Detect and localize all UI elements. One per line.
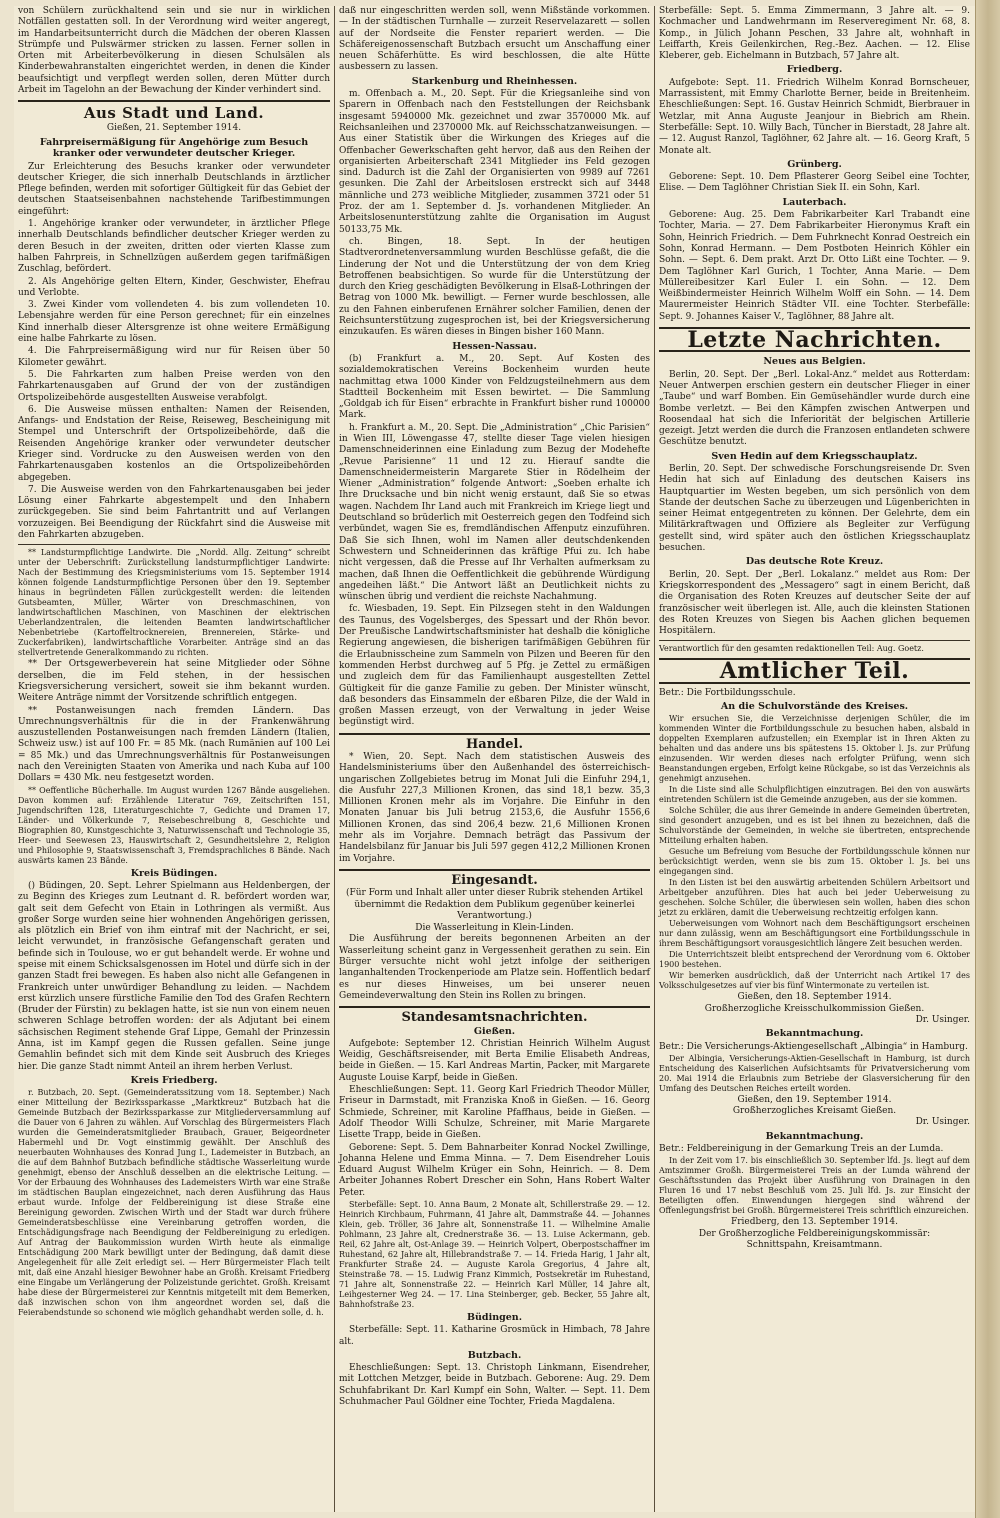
- divider: [659, 640, 970, 641]
- subheading: Hessen-Nassau.: [452, 340, 537, 352]
- paragraph: ch. Bingen, 18. Sept. In der heutigen Stadtverordnetenversammlung wurden Beschlüsse gefaßt, die die Linderung der Not und die Unterstützung der von dem Krieg Betroffenen beabsichtigen. So wurde für die Unterstützung der durch den Krieg geschädigten Bevölkerung in Elsaß-Lothringen der Betrag von 1000 Mk. bewilligt. — Ferner wurde beschlossen, alle zu den Fahnen einberufenen Ernährer solcher Familien, denen der Reichsunterstützung zugesprochen ist, bei der Kriegsversicherung einzukaufen. Es wären dieses in Bingen bisher 160 Mann.: [339, 236, 650, 338]
- disclaimer: (Für Form und Inhalt aller unter dieser Rubrik stehenden Artikel übernimmt die Redaktion dem Publikum gegenüber keinerlei Verantwortung.): [345, 888, 644, 921]
- signature: Dr. Usinger.: [915, 1014, 970, 1025]
- subheading: Die Wasserleitung in Klein-Linden.: [415, 923, 574, 934]
- paragraph: 4. Die Fahrpreisermäßigung wird nur für Reisen über 50 Kilometer gewährt.: [18, 346, 330, 368]
- paragraph: 1. Angehörige kranker oder verwundeter, in ärztlicher Pflege innerhalb Deutschlands befindlicher deutscher Krieger werden zu deren Besuch in der zweiten, dritten oder vierten Klasse zum halben Fahrpreis, in Schnellzügen außerdem gegen tarifmäßigen Zuschlag, befördert.: [18, 219, 330, 275]
- subheading: Das deutsche Rote Kreuz.: [745, 556, 884, 568]
- subheading: Sven Hedin auf dem Kriegsschauplatz.: [711, 450, 918, 462]
- subheading: Kreis Büdingen.: [130, 867, 218, 879]
- paragraph: () Büdingen, 20. Sept. Lehrer Spielmann aus Heldenbergen, der zu Beginn des Krieges zum Leutnant d. R. befördert worden war, galt seit dem Gefecht von Etain in Lothringen als vermißt. Aus großer Sorge wurden seine hier wohnenden Angehörigen gerissen, als plötzlich ein Brief von ihm eintraf mit der Nachricht, er sei, leicht verwundet, in französische Gefangenschaft geraten und befinde sich in Toulouse, wo er gut behandelt werde. Er wohne und speise mit einem Schicksalsgenossen im Hotel und dürfe sich in der ganzen Stadt frei bewegen. Es haben also nicht alle Gefangenen in Frankreich unter unwürdiger Behandlung zu leiden. — Nachdem erst kürzlich unsere fürstliche Familie den Tod des Grafen Rechtern (Bruder der Fürstin) zu beklagen hatte, ist sie nun von einem neuen schweren Schlage betroffen worden: der als Adjutant bei einem sächsischen Regiment stehende Graf Lippe, Gemahl der Prinzessin Anna, ist im Kampf gegen die Russen gefallen. Seine junge Gemahlin befindet sich mit dem Kinde seit Ausbruch des Krieges hier. Die ganze Stadt nimmt Anteil an ihrem herben Verlust.: [18, 880, 330, 1072]
- news-note: ** Der Ortsgewerbeverein hat seine Mitglieder oder Söhne derselben, die im Feld stehen, in der hessischen Kriegsversicherung versichert, soweit sie ihm bekannt wurden. Weitere Anträge nimmt der Vorsitzende schriftlich entgegen.: [18, 659, 330, 704]
- paragraph: fc. Wiesbaden, 19. Sept. Ein Pilzsegen steht in den Waldungen des Taunus, des Vogelsberges, des Spessart und der Rhön bevor. Der Preußische Landwirtschaftsminister hat deshalb die königliche Regierung angewiesen, die bisherigen tarifmäßigen Gebühren für die Erlaubnisscheine zum Sammeln von Pilzen und Beeren für den kommenden Herbst durchweg auf 5 Pfg. je Zettel zu ermäßigen und zugleich dem für das Familienhaupt ausgestellten Zettel Gültigkeit für die ganze Familie zu geben. Der Minister wünscht, daß besonders das Einsammeln der eßbaren Pilze, die der Wald in großen Massen erzeugt, von der Verwaltung in jeder Weise begünstigt wird.: [339, 604, 650, 728]
- signature: Der Großherzogliche Feldbereinigungskommissär:: [698, 1228, 931, 1239]
- editor-credit: Verantwortlich für den gesamten redaktionellen Teil: Aug. Goetz.: [659, 644, 924, 654]
- subject-line: Betr.: Feldbereinigung in der Gemarkung Treis an der Lumda.: [659, 1144, 944, 1154]
- paragraph: m. Offenbach a. M., 20. Sept. Für die Kriegsanleihe sind von Sparern in Offenbach nach den Feststellungen der Reichsbank insgesamt 5940000 Mk. gezeichnet und zwar 3570000 Mk. auf Reichsanleihen und 2370000 Mk. auf Reichsschatzanweisungen. — Aus einer Statistik über die Wirkungen des Krieges auf die Offenbacher Gewerkschaften geht hervor, daß aus den Reihen der organisierten Arbeiterschaft 2341 Mitglieder ins Feld gezogen sind. Dadurch ist die Zahl der Organisierten von 9989 auf 7261 gesunken. Die Zahl der Arbeitslosen erstreckt sich auf 3448 männliche und 273 weibliche Mitglieder, zusammen 3721 oder 51 Proz. der am 1. September d. Js. vorhandenen Mitglieder. An Arbeitslosenunterstützung zahlte die Organisation im August 50133,75 Mk.: [339, 89, 650, 235]
- headline-box: [659, 658, 970, 683]
- paragraph: Solche Schüler, die aus ihrer Gemeinde in andere Gemeinden übertreten, sind gesondert anzugeben, und es ist bei ihnen zu bezeichnen, daß die Schulvorstände der Gemeinden, in welche sie übertreten, entsprechende Mitteilung erhalten haben.: [659, 806, 970, 846]
- news-note: ** Landsturmpflichtige Landwirte. Die „Nordd. Allg. Zeitung“ schreibt unter der Ueberschrift: Zurückstellung landsturmpflichtiger Landwirte: Nach der Bestimmung des Kriegsministeriums vom 15. September 1914 können folgende Landsturmpflichtige Personen über den 19. September hinaus in begründeten Fällen zurückgestellt werden: die leitenden Gutsbeamten, Müller, Wärter von Dreschmaschinen, von landwirtschaftlichen Maschinen, von Maschinen der elektrischen Ueberlandzentralen, die leitenden Beamten landwirtschaftlicher Nebenbetriebe (Kartoffeltrocknereien, Brennereien, Stärke- und Zuckerfabriken), landwirtschaftliche Vorarbeiter. Anträge sind an das stellvertretende Generalkommando zu richten.: [18, 548, 330, 658]
- news-note: ** Postanweisungen nach fremden Ländern. Das Umrechnungsverhältnis für die in der Frankenwährung auszustellenden Postanweisungen nach fremden Ländern (Italien, Schweiz usw.) ist auf 100 Fr. = 85 Mk. (nach Rumänien auf 100 Lei = 85 Mk.) und das Umrechnungsverhältnis für Postanweisungen nach den Vereinigten Staaten von Amerika und nach Kuba auf 100 Dollars = 430 Mk. neu festgesetzt worden.: [18, 705, 330, 784]
- section-title: Aus Stadt und Land.: [83, 104, 265, 123]
- paragraph: Eheschließungen: Sept. 13. Christoph Linkmann, Eisendreher, mit Lottchen Metzger, beide in Butzbach. Geborene: Aug. 29. Dem Schuhfabrikant Dr. Karl Kumpf ein Sohn, Walter. — Sept. 11. Dem Schuhmacher Paul Göldner eine Tochter, Frieda Magdalena.: [339, 1363, 650, 1408]
- divider: [339, 733, 650, 735]
- paragraph: 3. Zwei Kinder vom vollendeten 4. bis zum vollendeten 10. Lebensjahre werden für eine Person gerechnet; für ein einzelnes Kind innerhalb dieser Altersgrenze ist ohne weitere Ermäßigung eine halbe Fahrkarte zu lösen.: [18, 300, 330, 345]
- date-line: Friedberg, den 13. September 1914.: [730, 1217, 899, 1228]
- subheading: Bekanntmachung.: [765, 1130, 864, 1142]
- paragraph: In den Listen ist bei den auswärtig arbeitenden Schülern Arbeitsort und Arbeitgeber anzuführen. Dies hat auch bei jeder Ueberweisung zu geschehen. Solche Schüler, die überwiesen sein wollen, haben dies schon jetzt zu erklären, damit die Ueberweisung rechtzeitig erfolgen kann.: [659, 878, 970, 918]
- paragraph: In der Zeit vom 17. bis einschließlich 30. September lfd. Js. liegt auf dem Amtszimmer Großh. Bürgermeisterei Treis an der Lumda während der Geschäftsstunden das Projekt über Ausführung von Drainagen in den Fluren 16 und 17 nebst Beschluß vom 25. Juli lfd. Js. zur Einsicht der Beteiligten offen. Einwendungen hiergegen sind während der Offenlegungsfrist bei Großh. Bürgermeisterei Treis schriftlich einzureichen.: [659, 1156, 970, 1216]
- divider: [339, 1006, 650, 1008]
- paragraph: Geborene: Sept. 10. Dem Pflasterer Georg Seibel eine Tochter, Elise. — Dem Taglöhner Christian Siek II. ein Sohn, Karl.: [659, 172, 970, 194]
- paragraph: Wir bemerken ausdrücklich, daß der Unterricht nach Artikel 17 des Volksschulgesetzes auf vier bis fünf Wintermonate zu verteilen ist.: [659, 971, 970, 991]
- paragraph: Berlin, 20. Sept. Der „Berl. Lokalanz.“ meldet aus Rom: Der Kriegskorrespondent des „Messagero“ sagt in einem Bericht, daß die Organisation des Roten Kreuzes auf deutscher Seite der auf französischer weit überlegen ist. Alle, auch die kleinsten Stationen des Roten Kreuzes von Siegen bis Aachen glichen bequemen Hospitälern.: [659, 569, 970, 637]
- section-title: Letzte Nachrichten.: [687, 327, 942, 354]
- column-2: [334, 6, 654, 1512]
- section-title: Standesamtsnachrichten.: [401, 1010, 588, 1026]
- subject-line: Betr.: Die Fortbildungsschule.: [659, 687, 796, 698]
- paragraph: 2. Als Angehörige gelten Eltern, Kinder, Geschwister, Ehefrau und Verlobte.: [18, 276, 330, 298]
- column-1: [14, 6, 334, 1512]
- subheading: Neues aus Belgien.: [763, 356, 866, 368]
- signature: Schnittspahn, Kreisamtmann.: [746, 1239, 883, 1250]
- subheading: Gießen.: [473, 1025, 516, 1037]
- paragraph: r. Butzbach, 20. Sept. (Gemeinderatssitzung vom 18. September.) Nach einer Mitteilung der Bezirkssparkasse „Marktkreuz“ Butzbach hat die Gemeinde Butzbach der Bezirkssparkasse zur Mitgliederversammlung auf die Dauer von 6 Jahren zu wählen. Auf Vorschlag des Bürgermeisters Flach wurden die Gemeinderatsmitglieder Braubach, Grauer, Beigeordneter Habermehl und Dr. Vogt einstimmig gewählt. Der Anschluß des neuerbauten Wohnhauses des Konrad Jung I., Lademeister in Butzbach, an die auf dem Bahnhof Butzbach befindliche städtische Wasserleitung wurde genehmigt, ebenso der Anschluß desselben an die elektrische Leitung. — Vor der Erbauung des Wohnhauses des Lademeisters Wirth war eine Straße im städtischen Bauplan eingezeichnet, nach deren Ausführung das Haus erbaut wurde. Infolge der Feldbereinigung ist diese Straße eine Bereinigung geworden. Zwischen Wirth und der Stadt war durch frühere Gemeinderatsbeschlüsse eine Vereinbarung getroffen worden, die Entschädigungsfrage nach Beendigung der Feldbereinigung zu erledigen. Auf Antrag der Baukommission wurden Wirth heute als einmalige Entschädigung 200 Mark bewilligt unter der Bedingung, daß damit diese Angelegenheit für alle Zeit erledigt sei. — Herr Bürgermeister Flach teilt mit, daß eine Anzahl hiesiger Bewohner habe an Großh. Kreisamt Friedberg eine Eingabe um Verlängerung der Polizeistunde gerichtet. Großh. Kreisamt habe diese der Bürgermeisterei zur Kenntnis mitgeteilt mit dem Bemerken, daß inzwischen schon von ihm angeordnet worden sei, daß die Feierabendstunde so schonend wie möglich gehandhabt werden solle, d. h.: [18, 1088, 330, 1318]
- dateline: Gießen, 21. September 1914.: [106, 122, 242, 133]
- paragraph: Sterbefälle: Sept. 10. Anna Baum, 2 Monate alt, Schillerstraße 29. — 12. Heinrich Kirchbaum, Fuhrmann, 41 Jahre alt, Dammstraße 44. — Johannes Klein, geb. Tröller, 36 Jahre alt, Sonnenstraße 11. — Wilhelmine Amalie Pohlmann, 23 Jahre alt, Crednerstraße 36. — 13. Luise Ackermann, geb. Reil, 62 Jahre alt, Ost-Anlage 39. — Heinrich Volpert, Oberpostschaffner im Ruhestand, 62 Jahre alt, Hillebrandstraße 7. — 14. Frieda Harig, 1 Jahr alt, Frankfurter Straße 24. — Auguste Karola Gregorius, 4 Jahre alt, Steinstraße 78. — 15. Ludwig Franz Kimmich, Postsekretär im Ruhestand, 71 Jahre alt, Sonnenstraße 22. — Heinrich Karl Müller, 14 Jahre alt, Leihgesterner Weg 24. — 17. Lina Steinberger, geb. Becker, 55 Jahre alt, Bahnhofstraße 23.: [339, 1199, 650, 1309]
- intro-text: Sterbefälle: Sept. 5. Emma Zimmermann, 3 Jahre alt. — 9. Kochmacher und Landwehrmann im Reserveregiment Nr. 68, 8. Komp., in Jülich Johann Peschen, 33 Jahre alt, wohnhaft in Leiffarth, Kreis Geilenkirchen, Reg.-Bez. Aachen. — 12. Elise Kleberer, geb. Eichelmann in Butzbach, 57 Jahre alt.: [659, 6, 970, 62]
- paragraph: Sterbefälle: Sept. 11. Katharine Grosmück in Himbach, 78 Jahre alt.: [339, 1325, 650, 1347]
- divider: [339, 869, 650, 871]
- subject-line: Betr.: Die Versicherungs-Aktiengesellschaft „Albingia“ in Hamburg.: [659, 1041, 968, 1052]
- section-title: Handel.: [466, 736, 523, 752]
- paragraph: In die Liste sind alle Schulpflichtigen einzutragen. Bei den von auswärts eintretenden Schülern ist die Gemeinde anzugeben, aus der sie kommen.: [659, 785, 970, 805]
- signature: Großherzogliche Kreisschulkommission Gießen.: [704, 1003, 925, 1014]
- paragraph: 5. Die Fahrkarten zum halben Preise werden von den Fahrkartenausgaben auf Grund der von der zuständigen Ortspolizeibehörde ausgestellten Ausweise verabfolgt.: [18, 369, 330, 403]
- signature: Großherzogliches Kreisamt Gießen.: [732, 1106, 897, 1117]
- signature: Dr. Usinger.: [915, 1117, 970, 1128]
- subheading: Butzbach.: [467, 1349, 522, 1361]
- news-note: ** Oeffentliche Bücherhalle. Im August wurden 1267 Bände ausgeliehen. Davon kommen auf: Erzählende Literatur 769, Zeitschriften 151, Jugendschriften 128, Literaturgeschichte 7, Gedichte und Dramen 17, Länder- und Völkerkunde 7, Reisebeschreibung 8, Geschichte und Biographien 80, Kunstgeschichte 3, Naturwissenschaft und Technologie 35, Heer- und Seewesen 23, Hauswirtschaft 2, Gesundheitslehre 2, Religion und Philosophie 9, Staatswissenschaft 3, Fremdsprachliches 8 Bände. Nach auswärts kamen 23 Bände.: [18, 785, 330, 865]
- divider: [18, 100, 330, 102]
- paragraph: * Wien, 20. Sept. Nach dem statistischen Ausweis des Handelsministeriums über den Außenhandel des österreichisch-ungarischen Zollgebietes betrug im Monat Juli die Einfuhr 294,1, die Ausfuhr 227,3 Millionen Kronen, das sind 18,1 bezw. 35,3 Millionen Kronen mehr als im Vorjahre. Die Einfuhr in den Monaten Januar bis Juli betrug 2153,6, die Ausfuhr 1556,6 Millionen Kronen, das sind 206,4 bezw. 21,6 Millionen Kronen mehr als im Vorjahre. Demnach beträgt das Passivum der Handelsbilanz für Januar bis Juli 597 gegen 412,2 Millionen Kronen im Vorjahre.: [339, 752, 650, 864]
- date-line: Gießen, den 19. September 1914.: [737, 1094, 892, 1105]
- paragraph: Aufgebote: September 12. Christian Heinrich Wilhelm August Weidig, Geschäftsreisender, mit Berta Emilie Elisabeth Andreas, beide in Gießen. — 15. Karl Andreas Martin, Packer, mit Margarete Auguste Louise Karpf, beide in Gießen.: [339, 1038, 650, 1083]
- paragraph: (b) Frankfurt a. M., 20. Sept. Auf Kosten des sozialdemokratischen Vereins Bockenheim wurden heute nachmittag etwa 1000 Kinder von Feldzugsteilnehmern aus dem Stadtteil Bockenheim mit Essen bewirtet. — Die Sammlung „Goldgab ich für Eisen“ erbrachte in Frankfurt bisher rund 100000 Mark.: [339, 353, 650, 421]
- newspaper-page: [14, 6, 976, 1512]
- subheading: Friedberg.: [786, 64, 843, 76]
- paragraph: Die Ausführung der bereits begonnenen Arbeiten an der Wasserleitung scheint ganz in Vergessenheit gerathen zu sein. Ein Bürger versuchte nicht wohl jetzt infolge der seitherigen langanhaltenden Trockenperiode am Platze sein. Hoffentlich bedarf es nur dieses Hinweises, um bei unserer neuen Gemeindeverwaltung den Stein ins Rollen zu bringen.: [339, 934, 650, 1001]
- article-title: Fahrpreisermäßigung für Angehörige zum Besuch kranker oder verwundeter deutscher Krieger.: [39, 136, 309, 160]
- intro-text: daß nur eingeschritten werden soll, wenn Mißstände vorkommen. — In der städtischen Turnhalle — zurzeit Reservelazarett — sollen auf der Nordseite die Fenster repariert werden. — Die Schäfereigenossenschaft Butzbach ersucht um Anschaffung einer neuen Schäferhütte. Es wird beschlossen, die alte Hütte ausbessern zu lassen.: [339, 6, 650, 73]
- subheading: Büdingen.: [467, 1311, 522, 1323]
- paragraph: Zur Erleichterung des Besuchs kranker oder verwundeter deutscher Krieger, die sich innerhalb Deutschlands in ärztlicher Pflege befinden, werden mit sofortiger Gültigkeit für das Gebiet der deutschen Staatseisenbahnen nachstehende Tarifbestimmungen eingeführt:: [18, 161, 330, 217]
- paragraph: Ueberweisungen vom Wohnort nach dem Beschäftigungsort erscheinen nur dann zulässig, wenn am Beschäftigungsort eine Fortbildungsschule in ihrem Beschäftigungsort vorausgesichtlich längere Zeit besuchen werden.: [659, 919, 970, 949]
- paragraph: Wir ersuchen Sie, die Verzeichnisse derjenigen Schüler, die im kommenden Winter die Fortbildungsschule zu besuchen haben, alsbald in doppelten Exemplaren aufzustellen; ein Exemplar ist in Ihren Akten zu behalten und das andere uns bis spätestens 15. Oktober l. Js. zur Prüfung einzusenden. Wir werden dieses nach erfolgter Prüfung, wenn sich Beanstandungen ergeben, Erfolgt keine Rückgabe, so ist das Verzeichnis als genehmigt anzusehen.: [659, 714, 971, 784]
- section-title: Amtlicher Teil.: [719, 658, 910, 685]
- subheading: Lauterbach.: [782, 196, 847, 208]
- paragraph: Berlin, 20. Sept. Der schwedische Forschungsreisende Dr. Sven Hedin hat sich auf Einladung des deutschen Kaisers ins Hauptquartier im Westen begeben, um sich persönlich von dem Stande der deutschen Sache zu überzeugen und Lügenberichten in seiner Heimat entgegentreten zu können. Der Gelehrte, dem ein Militärkraftwagen und Offiziere als Begleiter zur Verfügung gestellt sind, wird später auch den östlichen Kriegsschauplatz besuchen.: [659, 463, 970, 554]
- page-edge: [975, 0, 1000, 1518]
- subheading: Bekanntmachung.: [765, 1028, 864, 1040]
- paragraph: 6. Die Ausweise müssen enthalten: Namen der Reisenden, Anfangs- und Endstation der Reise, Reiseweg, Bescheinigung mit Stempel und Unterschrift der Ortspolizeibehörde, daß die Reisenden Angehörige kranker oder verwundeter deutscher Krieger sind. Vordrucke zu den Ausweisen werden von den Fahrkartenausgaben kostenlos an die Ortspolizeibehörden abgegeben.: [18, 404, 330, 483]
- section-title: Eingesandt.: [451, 872, 538, 888]
- intro-text: von Schülern zurückhaltend sein und sie nur in wirklichen Notfällen gestatten soll. In der Verordnung wird weiter angeregt, im Handarbeitsunterricht durch die Mädchen der oberen Klassen Strümpfe und Pulswärmer stricken zu lassen. Ferner sollen in Orten mit Arbeiterbevölkerung in diesen Schulsälen als Kinderbewahranstalten eingerichtet werden, in denen die Kinder beaufsichtigt und verpflegt werden sollen, deren Mütter durch Arbeit im Tagelohn an der Bewachung der Kinder verhindert sind.: [18, 6, 330, 96]
- date-line: Gießen, den 18. September 1914.: [737, 992, 892, 1003]
- headline-box: [659, 327, 970, 352]
- paragraph: Aufgebote: Sept. 11. Friedrich Wilhelm Konrad Bornscheuer, Marrassistent, mit Emmy Charlotte Berner, beide in Breitenheim. Eheschließungen: Sept. 16. Gustav Heinrich Schmidt, Bierbrauer in Wetzlar, mit Anna Auguste Jeanjour in Biebrich am Rhein. Sterbefälle: Sept. 10. Willy Bach, Tüncher in Bierstadt, 28 Jahre alt. — 12. August Ranzol, Taglöhner, 62 Jahre alt. — 16. Georg Kraft, 5 Monate alt.: [659, 77, 970, 156]
- subheading: Starkenburg und Rheinhessen.: [411, 75, 578, 87]
- paragraph: Der Albingia, Versicherungs-Aktien-Gesellschaft in Hamburg, ist durch Entscheidung des Kaiserlichen Aufsichtsamts für Privatversicherung vom 20. Mai 1914 die Erlaubnis zum Betriebe der Glasversicherung für den Umfang des Deutschen Reiches erteilt worden.: [659, 1053, 970, 1093]
- paragraph: h. Frankfurt a. M., 20. Sept. Die „Administration“ „Chic Parisien“ in Wien III, Löwengasse 47, stellte dieser Tage vielen hiesigen Damenschneiderinnen eine Einladung zum Bezug der Modehefte „Revue Parisienne“ 11 und 12 zu. Hierauf sandte die Damenschneidermeisterin Margarete Stier in Rödelheim der Wiener „Administration“ folgende Antwort: „Soeben erhalte ich Ihre Drucksache und bin nicht wenig erstaunt, daß Sie so etwas wagen. Nachdem Ihr Land auch mit Frankreich im Kriege liegt und Deutschland so brüderlich mit Oesterreich gegen den Todfeind sich verbündet, wagen Sie es, fremdländischen Affenputz einzuführen. Daß Sie sich Ihnen, wohl im Namen aller deutschdenkenden Schwestern und Schneiderinnen das kräftige Pfui zu. Ich habe nicht vergessen, daß die Presse auf Ihr Verhalten aufmerksam zu machen, daß Ihnen die Oeffentlichkeit die gebührende Würdigung angedeihen läßt.“ Die Antwort läßt an Deutlichkeit nichts zu wünschen übrig und verdient die reichste Nachahmung.: [339, 422, 650, 603]
- paragraph: Eheschließungen: Sept. 11. Georg Karl Friedrich Theodor Müller, Friseur in Darmstadt, mit Franziska Knoß in Gießen. — 16. Georg Schmiede, Schreiner, mit Karoline Pfaffhaus, beide in Gießen. — Adolf Theodor Willi Schulze, Schreiner, mit Marie Margarete Lisette Trapp, beide in Gießen.: [339, 1085, 650, 1141]
- divider: [18, 544, 330, 545]
- subheading: Grünberg.: [787, 158, 842, 170]
- subheading: An die Schulvorstände des Kreises.: [720, 701, 909, 713]
- paragraph: Berlin, 20. Sept. Der „Berl. Lokal-Anz.“ meldet aus Rotterdam: Neuer Antwerpen erschien gestern ein deutscher Flieger in einer „Taube“ und warf Bomben. Ein Gemüsehändler wurde durch eine Bombe verletzt. — Bei den Kämpfen zwischen Antwerpen und Roosendaal hat sich die Inferiorität der belgischen Artillerie gezeigt. Jetzt werden die durch die Franzosen entlandeten schwere Geschütze benutzt.: [659, 369, 970, 448]
- paragraph: Die Unterrichtszeit bleibt entsprechend der Verordnung vom 6. Oktober 1900 bestehen.: [659, 950, 970, 970]
- paragraph: Gesuche um Befreiung vom Besuche der Fortbildungsschule können nur berücksichtigt werden, wenn sie bis zum 15. Oktober l. Js. bei uns eingegangen sind.: [659, 847, 970, 877]
- paragraph: Geborene: Sept. 5. Dem Bahnarbeiter Konrad Nockel Zwillinge, Johanna Helene und Emma Minna. — 7. Dem Eisendreher Louis Eduard August Wilhelm Krüger ein Sohn, Heinrich. — 8. Dem Arbeiter Johannes Robert Drescher ein Sohn, Hans Robert Walter Peter.: [339, 1142, 650, 1198]
- subheading: Kreis Friedberg.: [130, 1074, 218, 1086]
- paragraph: Geborene: Aug. 25. Dem Fabrikarbeiter Karl Trabandt eine Tochter, Maria. — 27. Dem Fabrikarbeiter Hieronymus Kraft ein Sohn, Heinrich Friedrich. — Dem Fuhrknecht Konrad Oestreich ein Sohn, Konrad Hermann. — Dem Postboten Heinrich Köhler ein Sohn. — Sept. 6. Dem prakt. Arzt Dr. Otto Lißt eine Tochter. — 9. Dem Taglöhner Karl Gurich, 1 Tochter, Anna Marie. — Dem Müllereibesitzer Karl Euler I. ein Sohn. — 12. Dem Weißbindermeister Heinrich Wilhelm Wolff ein Sohn. — 14. Dem Maurermeister Heinrich Städter VII. eine Tochter. Sterbefälle: Sept. 9. Johannes Kaiser V., Taglöhner, 88 Jahre alt.: [659, 210, 970, 322]
- column-3: [654, 6, 974, 1512]
- paragraph: 7. Die Ausweise werden von den Fahrkartenausgaben bei jeder Lösung einer Fahrkarte abgestempelt und den Inhabern zurückgegeben. Sie sind beim Fahrtantritt und auf Verlangen vorzuzeigen. Bei Beendigung der Rückfahrt sind die Ausweise mit den Fahrkarten abzugeben.: [18, 484, 330, 541]
